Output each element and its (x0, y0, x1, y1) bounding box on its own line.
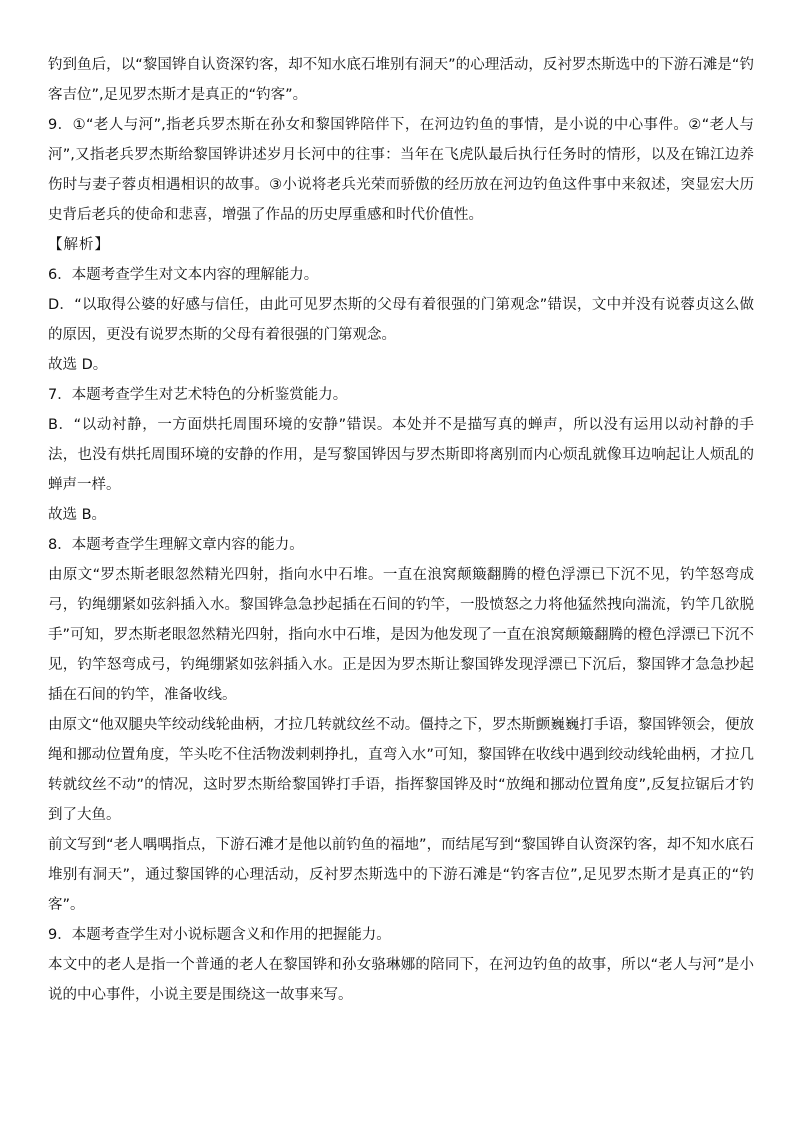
analysis-9-intro: 9．本题考查学生对小说标题含义和作用的把握能力。 (48, 927, 391, 943)
document-page (48, 50, 754, 1010)
answer-9: 9．①“老人与河”,指老兵罗杰斯在孙女和黎国铧陪伴下，在河边钓鱼的事情，是小说的中心事件。②“老人与河”,又指老兵罗杰斯给黎国铧讲述岁月长河中的往事：当年在飞虎队最后执行任务时的情形，以及在锦江边养伤时与妻子蓉贞相遇相识的故事。③小说将老兵光荣而骄傲的经历放在河边钓鱼这件事中来叙述，突显宏大历史背后老兵的使命和悲喜，增强了作品的历史厚重感和时代价值性。 (48, 117, 754, 223)
analysis-7-choice: 故选 B。 (48, 507, 107, 523)
analysis-8-part3: 前文写到“老人喁喁指点，下游石滩才是他以前钓鱼的福地”，而结尾写到“黎国铧自认资深钓客，却不知水底石堆别有洞天”，通过黎国铧的心理活动，反衬罗杰斯选中的下游石滩是“钓客吉位”,足见罗杰斯才是真正的“钓客”。 (48, 837, 754, 913)
analysis-8-intro: 8．本题考查学生理解文章内容的能力。 (48, 537, 304, 553)
analysis-8-part1: 由原文“罗杰斯老眼忽然精光四射，指向水中石堆。一直在浪窝颠簸翻腾的橙色浮漂已下沉不见，钓竿怒弯成弓，钓绳绷紧如弦斜插入水。黎国铧急急抄起插在石间的钓竿，一股愤怒之力将他猛然拽向湍流，钓竿几欲脱手”可知，罗杰斯老眼忽然精光四射，指向水中石堆，是因为他发现了一直在浪窝颠簸翻腾的橙色浮漂已下沉不见，钓竿怒弯成弓，钓绳绷紧如弦斜插入水。正是因为罗杰斯让黎国铧发现浮漂已下沉后，黎国铧才急急抄起插在石间的钓竿，准备收线。 (48, 567, 754, 703)
analysis-6-choice: 故选 D。 (48, 357, 108, 373)
analysis-7-intro: 7．本题考查学生对艺术特色的分析鉴赏能力。 (48, 387, 348, 403)
analysis-7-detail: B．“以动衬静，一方面烘托周围环境的安静”错误。本处并不是描写真的蝉声，所以没有运用以动衬静的手法，也没有烘托周围环境的安静的作用，是写黎国铧因与罗杰斯即将离别而内心烦乱就像耳边响起让人烦乱的蝉声一样。 (48, 417, 754, 493)
analysis-6-intro: 6．本题考查学生对文本内容的理解能力。 (48, 267, 319, 283)
analysis-9-detail: 本文中的老人是指一个普通的老人在黎国铧和孙女骆琳娜的陪同下，在河边钓鱼的故事，所以“老人与河”是小说的中心事件，小说主要是围绕这一故事来写。 (48, 957, 754, 1003)
analysis-8-part2: 由原文“他双腿央竿绞动线轮曲柄，才拉几转就纹丝不动。僵持之下，罗杰斯颤巍巍打手语，黎国铧领会，便放绳和挪动位置角度，竿头吃不住活物泼剌剌挣扎，直弯入水”可知，黎国铧在收线中遇到绞动线轮曲柄，才拉几转就纹丝不动”的情况，这时罗杰斯给黎国铧打手语，指挥黎国铧及时“放绳和挪动位置角度”,反复拉锯后才钓到了大鱼。 (48, 717, 754, 823)
analysis-heading: 【解析】 (48, 237, 110, 253)
answer-continuation: 钓到鱼后，以“黎国铧自认资深钓客，却不知水底石堆别有洞天”的心理活动，反衬罗杰斯选中的下游石滩是“钓客吉位”,足见罗杰斯才是真正的“钓客”。 (48, 57, 754, 103)
analysis-6-detail: D．“以取得公婆的好感与信任，由此可见罗杰斯的父母有着很强的门第观念”错误，文中并没有说蓉贞这么做的原因，更没有说罗杰斯的父母有着很强的门第观念。 (48, 297, 754, 343)
